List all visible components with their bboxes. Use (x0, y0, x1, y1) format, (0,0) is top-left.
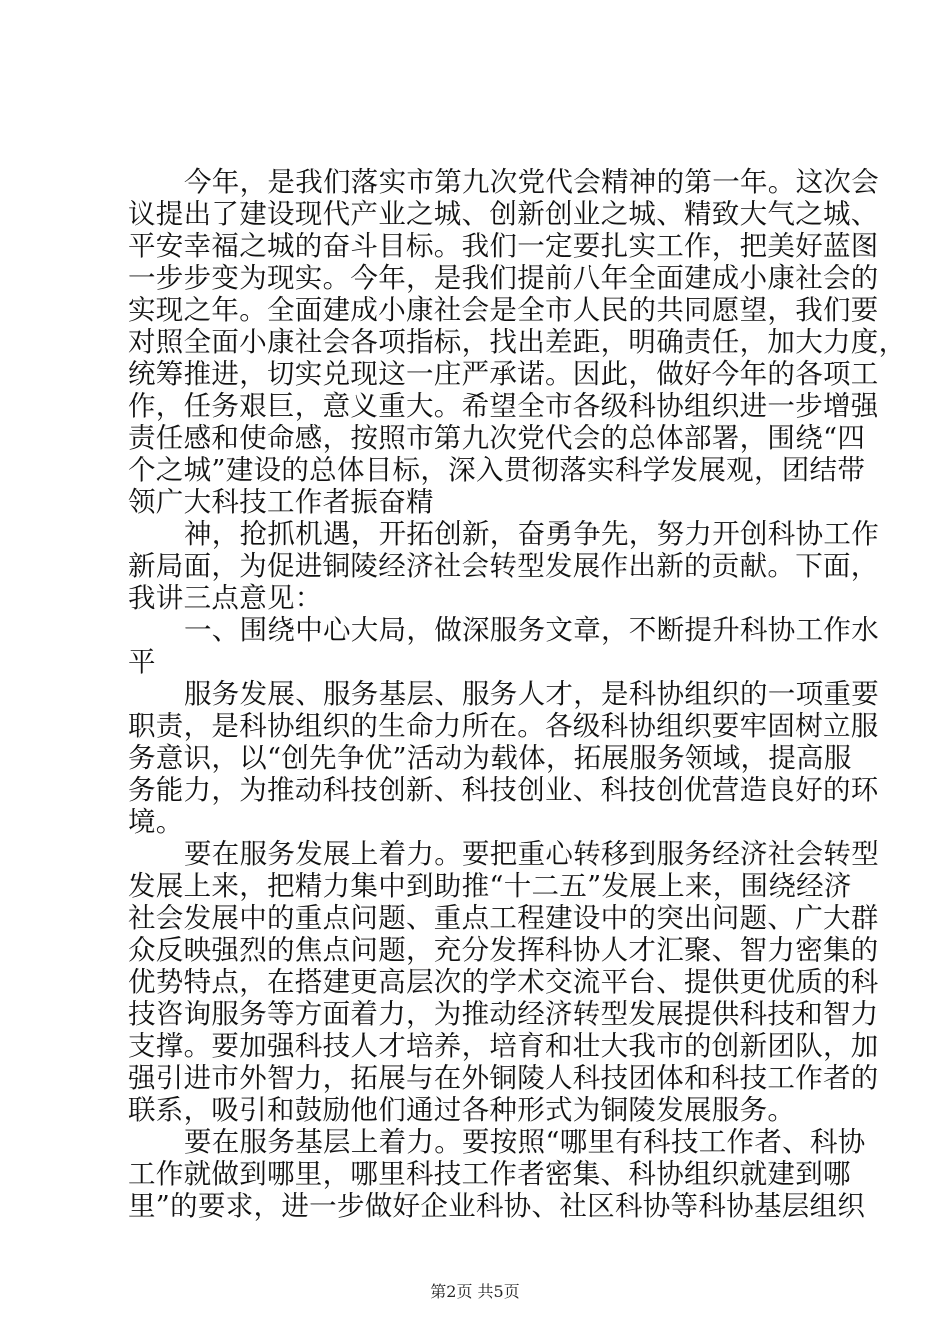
text-line: 支撑。要加强科技人才培养，培育和壮大我市的创新团队，加 (128, 1030, 879, 1062)
text-line: 里”的要求，进一步做好企业科协、社区科协等科协基层组织 (128, 1190, 866, 1222)
text-line: 务意识，以“创先争优”活动为载体，拓展服务领域，提高服 (128, 742, 852, 774)
text-line: 优势特点，在搭建更高层次的学术交流平台、提供更优质的科 (128, 966, 879, 998)
text-line: 个之城”建设的总体目标，深入贯彻落实科学发展观，团结带 (128, 454, 866, 486)
text-line: 统筹推进，切实兑现这一庄严承诺。因此，做好今年的各项工 (128, 358, 879, 390)
text-line: 领广大科技工作者振奋精 (128, 486, 434, 518)
text-line: 责任感和使命感，按照市第九次党代会的总体部署，围绕“四 (128, 422, 866, 454)
text-line: 我讲三点意见： (128, 582, 323, 614)
text-line: 技咨询服务等方面着力，为推动经济转型发展提供科技和智力 (128, 998, 879, 1030)
text-line: 新局面，为促进铜陵经济社会转型发展作出新的贡献。下面， (128, 550, 879, 582)
text-line: 职责，是科协组织的生命力所在。各级科协组织要牢固树立服 (128, 710, 879, 742)
text-line: 要在服务基层上着力。要按照“哪里有科技工作者、科协 (184, 1126, 866, 1158)
text-line: 工作就做到哪里，哪里科技工作者密集、科协组织就建到哪 (128, 1158, 851, 1190)
document-body (128, 166, 907, 1222)
text-line: 神，抢抓机遇，开拓创新，奋勇争先，努力开创科协工作 (184, 518, 879, 550)
text-line: 平 (128, 646, 156, 678)
page-footer: 第2页 共5页 (430, 1282, 520, 1301)
text-line: 众反映强烈的焦点问题，充分发挥科协人才汇聚、智力密集的 (128, 934, 879, 966)
text-line: 今年，是我们落实市第九次党代会精神的第一年。这次会 (184, 166, 879, 198)
text-line: 实现之年。全面建成小康社会是全市人民的共同愿望，我们要 (128, 294, 879, 326)
text-line: 服务发展、服务基层、服务人才，是科协组织的一项重要 (184, 678, 879, 710)
text-line: 强引进市外智力，拓展与在外铜陵人科技团体和科技工作者的 (128, 1062, 879, 1094)
text-line: 一步步变为现实。今年，是我们提前八年全面建成小康社会的 (128, 262, 879, 294)
text-line: 平安幸福之城的奋斗目标。我们一定要扎实工作，把美好蓝图 (128, 230, 879, 262)
text-line: 联系，吸引和鼓励他们通过各种形式为铜陵发展服务。 (128, 1094, 796, 1126)
text-line: 务能力，为推动科技创新、科技创业、科技创优营造良好的环 (128, 774, 879, 806)
text-line: 发展上来，把精力集中到助推“十二五”发展上来，围绕经济 (128, 870, 852, 902)
text-line: 对照全面小康社会各项指标，找出差距，明确责任，加大力度， (128, 326, 907, 358)
text-line: 议提出了建设现代产业之城、创新创业之城、精致大气之城、 (128, 198, 879, 230)
text-line: 社会发展中的重点问题、重点工程建设中的突出问题、广大群 (128, 902, 879, 934)
text-line: 作，任务艰巨，意义重大。希望全市各级科协组织进一步增强 (128, 390, 879, 422)
text-line: 一、围绕中心大局，做深服务文章，不断提升科协工作水 (184, 614, 879, 646)
text-line: 要在服务发展上着力。要把重心转移到服务经济社会转型 (184, 838, 879, 870)
text-line: 境。 (128, 806, 184, 838)
